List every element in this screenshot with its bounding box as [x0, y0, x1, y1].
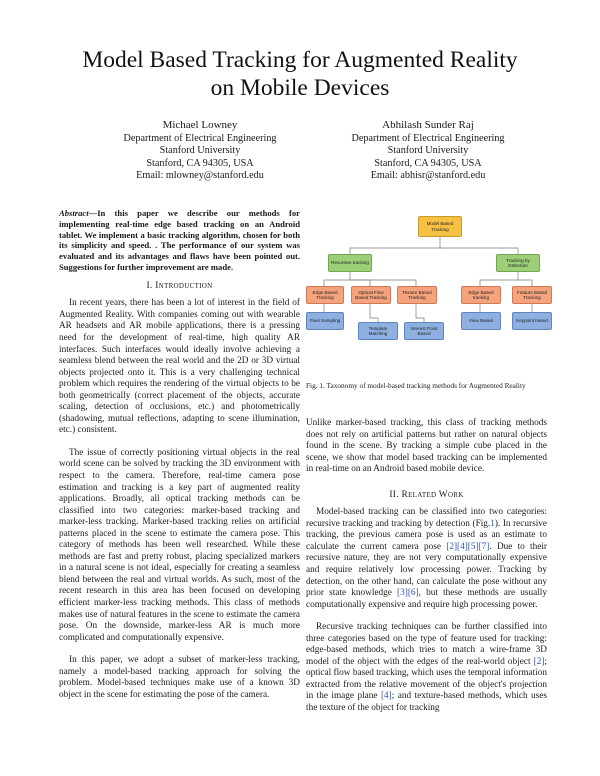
node-keypoint-based: Keypoint based: [512, 312, 552, 330]
left-column: [59, 208, 300, 701]
section-heading-related-work: [306, 490, 547, 502]
author-dept: Department of Electrical Engineering: [123, 132, 277, 144]
figure-caption: Fig. 1. Taxonomy of model-based tracking methods for Augmented Reality: [306, 381, 526, 390]
right-column: [306, 418, 547, 715]
author-university: Stanford University: [387, 145, 469, 157]
text-run: Recursive tracking techniques can be further classified into three categories based on the type of feature used for tracking: edge-based methods, which tries to match a wire-frame 3D model of the object with the edges of the real-world object: [306, 622, 547, 667]
intro-paragraph-1: In recent years, there has been a lot of interest in the field of Augmented Reality. With companies coming out with wearable AR headsets and AR mobile applications, there is a pressing need for the development of real-time, high quality AR interfaces. Such interfaces would ideally involve achieving a seamless blend between the real world and the 2D or 3D virtual objects projected onto it. This is a very challenging technical problem which requires the rendering of the virtual objects to be both geometrically (correct placement of the objects, accurate scaling, detection of occlusions, etc.) and photometrically (shadowing, mutual reflections, adapting to scene illumination, etc.) consistent.: [59, 298, 300, 436]
node-template-matching: Template Matching: [358, 322, 398, 340]
node-texture-based-tracking: Texture Based Tracking: [397, 286, 437, 304]
abstract-text: —In this paper we describe our methods for implementing real-time edge based tracking on an Android tablet. We implement a basic tracking algorithm, chosen for both its simplicity and speed. . The performance of our system was evaluated and its advantages and flaws have been pointed out. Suggestions for further improvement are made.: [59, 208, 300, 272]
intro-paragraph-2: The issue of correctly positioning virtual objects in the real world scene can be solved by tracking the 3D environment with respect to the camera. Therefore, real-time camera pose estimation and tracking is a key part of augmented reality applications. Broadly, all optical tracking methods can be classified into two categories: marker-based tracking and marker-less tracking. Marker-based tracking relies on artificial patterns placed in the scene to estimate the camera pose. This category of methods has been well researched. While these methods are fast and pretty robust, placing specialized markers in a natural scene is not ideal, especially for creating a seamless blend between the real and virtual worlds. As such, most of the recent research in this area has been focused on developing efficient marker-less tracking methods. This class of methods makes use of natural features in the scene to estimate the camera pose. On the downside, marker-less AR is much more complicated and computationally expensive.: [59, 447, 300, 643]
author-university: Stanford University: [159, 145, 241, 157]
author-dept: Department of Electrical Engineering: [351, 132, 505, 144]
node-tracking-by-detection: Tracking by Detection: [496, 254, 540, 272]
citation-link[interactable]: [4]: [380, 691, 392, 702]
text-run: Model-based tracking can be classified into two categories: recursive tracking and tracking by detection (Fig.: [306, 507, 547, 529]
section-title: Related Work: [401, 489, 464, 500]
text-run: ; and texture-based methods, which uses the texture of the object for tracking: [306, 691, 547, 714]
author-email: Email: mlowney@stanford.edu: [136, 170, 264, 182]
node-view-based: View Based: [461, 312, 501, 330]
node-edge-based-tracking: Edge Based Tracking: [306, 286, 344, 304]
taxonomy-figure: [306, 208, 554, 368]
text-run: ). In recursive tracking, the previous camera pose is used as an estimate to calculate the current camera pose: [306, 518, 547, 552]
section-number: I.: [146, 280, 153, 291]
paper-title: [0, 46, 600, 102]
citation-link[interactable]: [2]: [533, 656, 545, 667]
node-interest-point-based: Interest Point Based: [404, 322, 444, 340]
author-block-1: [82, 119, 318, 183]
author-city: Stanford, CA 94305, USA: [146, 157, 254, 169]
figure-ref-link[interactable]: 1: [490, 518, 495, 529]
section-title: Introduction: [155, 280, 213, 291]
node-model-based-tracking: Model Based Tracking: [418, 216, 462, 237]
abstract-label: Abstract: [59, 208, 89, 218]
author-name: Abhilash Sunder Raj: [382, 119, 474, 131]
text-run: . Due to their recursive nature, they are not very computationally expensive and require relatively low processing power. Tracking by detection, on the other hand, can calculate the pose without any prior state knowledge: [306, 541, 547, 599]
title-line-1: Model Based Tracking for Augmented Reality: [82, 47, 518, 73]
node-optical-flow-tracking: Optical Flow Based Tracking: [351, 286, 391, 304]
node-edge-based-detection: Edge Based tracking: [461, 286, 501, 304]
text-run: ; optical flow based tracking, which uses the temporal information extracted from the relative movement of the object's projection in the image plane: [306, 656, 547, 702]
abstract: [59, 208, 300, 273]
related-work-paragraph-1: [306, 507, 547, 611]
section-number: II.: [389, 489, 399, 500]
author-email: Email: abhisr@stanford.edu: [370, 170, 486, 182]
title-line-2: on Mobile Devices: [210, 75, 390, 101]
related-work-paragraph-2: [306, 622, 547, 714]
citation-link[interactable]: [3][6]: [397, 588, 419, 599]
author-name: Michael Lowney: [162, 119, 238, 131]
author-block-2: [310, 119, 546, 183]
intro-continuation: Unlike marker-based tracking, this class of tracking methods does not rely on artificial patterns but rather on natural objects found in the scene. By tracking a simple cube placed in the scene, we show that model based tracking can be implemented in real-time on an Android based mobile device.: [306, 418, 547, 475]
intro-paragraph-3: In this paper, we adopt a subset of marker-less tracking, namely a model-based tracking approach for solving the problem. Model-based techniques make use of a known 3D object in the scene for estimating the pose of the camera.: [59, 655, 300, 700]
node-feature-based-detection: Feature Based Tracking: [512, 286, 552, 304]
node-recursive-tracking: Recursive tracking: [328, 254, 372, 272]
author-city: Stanford, CA 94305, USA: [374, 157, 482, 169]
citation-link[interactable]: [2][4][5][7]: [446, 541, 490, 552]
section-heading-introduction: [59, 281, 300, 293]
node-pixel-sampling: Pixel Sampling: [306, 312, 344, 330]
text-run: , but these methods are usually computationally expensive and require high processing power.: [306, 588, 547, 610]
